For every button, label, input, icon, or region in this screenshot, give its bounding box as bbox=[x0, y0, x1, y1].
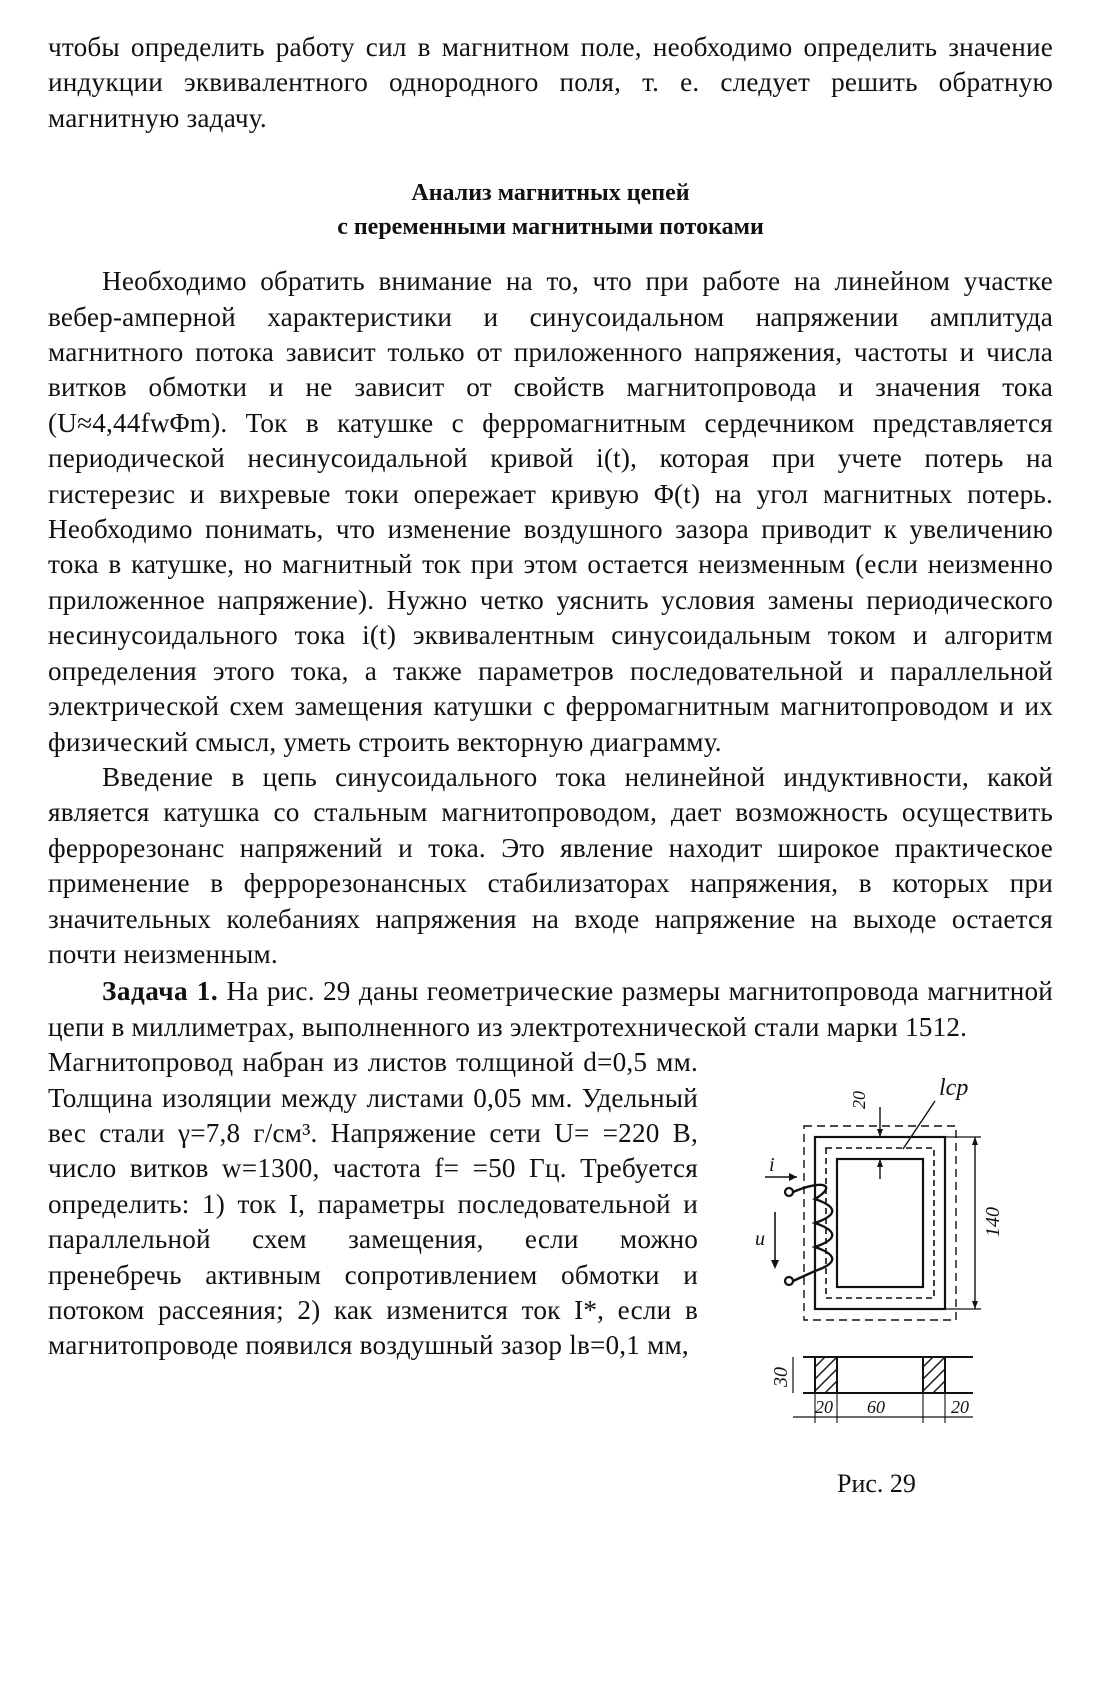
dim-20-left: 20 bbox=[815, 1397, 833, 1418]
task-1-label: Задача 1. bbox=[102, 976, 219, 1007]
paragraph-ferroresonance: Введение в цепь синусоидального тока нелинейной индуктивности, какой является катушка со стальным магнитопроводом, дает возможность осуществить феррорезонанс напряжений и тока. Это явление находит широкое практическое применение в феррорезонансных стабилизаторах напряжения, в которых при значительных колебаниях напряжения на входе напряжение на выходе остается почти неизменным. bbox=[48, 761, 1053, 969]
task-1-intro bbox=[48, 974, 1053, 1045]
paragraph-intro: чтобы определить работу сил в магнитном поле, необходимо определить значение индукции эквивалентного однородного поля, т. е. следует решить обратную магнитную задачу. bbox=[48, 32, 1053, 133]
terminal-top bbox=[785, 1188, 793, 1196]
task-1-text: На рис. 29 даны геометрические размеры магнитопровода магнитной цепи в миллиметрах, выполненного из электротехнической стали марки 1512. bbox=[48, 976, 1053, 1042]
dim-140: 140 bbox=[982, 1207, 1004, 1238]
dim-20-top: 20 bbox=[849, 1091, 869, 1110]
label-lcp: lср bbox=[939, 1075, 969, 1102]
dim-30: 30 bbox=[770, 1367, 792, 1388]
document-page bbox=[48, 30, 1053, 1499]
paragraph-analysis: Необходимо обратить внимание на то, что при работе на линейном участке вебер-амперной характеристики и синусоидальном напряжении амплитуда магнитного потока зависит только от приложенного напряжения, частоты и числа витков обмотки и не зависит от свойств магнитопровода и значения тока (U≈4,44fwΦm). Ток в катушке с ферромагнитным сердечником представляется периодической несинусоидальной кривой i(t), которая при учете потерь на гистерезис и вихревые токи опережает кривую Φ(t) на угол магнитных потерь. Необходимо понимать, что изменение воздушного зазора приводит к увеличению тока в катушке, но магнитный ток при этом остается неизменным (если неизменно приложенное напряжение). Нужно четко уяснить условия замены периодического несинусоидального тока i(t) эквивалентным синусоидальным током и алгоритм определения этого тока, а также параметров последовательной и параллельной электрической схем замещения катушки с ферромагнитным магнитопроводом и их физический смысл, уметь строить векторную диаграмму. bbox=[48, 266, 1053, 757]
terminal-bottom bbox=[785, 1277, 793, 1285]
magnetic-core-drawing bbox=[753, 1067, 1053, 1467]
section-heading-line-2: с переменными магнитными потоками bbox=[337, 214, 764, 241]
task-1-conditions: Магнитопровод набран из листов толщиной d=0,5 мм. Толщина изоляции между листами 0,05 мм. Удельный вес стали γ=7,8 г/см³. Напряжение сети U= =220 В, число витков w=1300, частота f= =50 Гц. Требуется определить: 1) ток I, параметры последовательной и параллельной схем замещения, если можно пренебречь активным сопротивлением обмотки и потоком рассеяния; 2) как изменится ток I*, если в магнитопроводе появился воздушный зазор lв=0,1 мм, bbox=[48, 1047, 698, 1361]
dim-60: 60 bbox=[867, 1397, 885, 1418]
dim-20-right: 20 bbox=[951, 1397, 969, 1418]
label-voltage-u: u bbox=[755, 1228, 765, 1251]
label-current-i: i bbox=[769, 1154, 775, 1177]
figure-caption: Рис. 29 bbox=[837, 1469, 916, 1499]
figure-29 bbox=[753, 1067, 1053, 1507]
section-heading-line-1: Анализ магнитных цепей bbox=[411, 180, 690, 207]
task-1-wrap-row bbox=[48, 1045, 1053, 1499]
